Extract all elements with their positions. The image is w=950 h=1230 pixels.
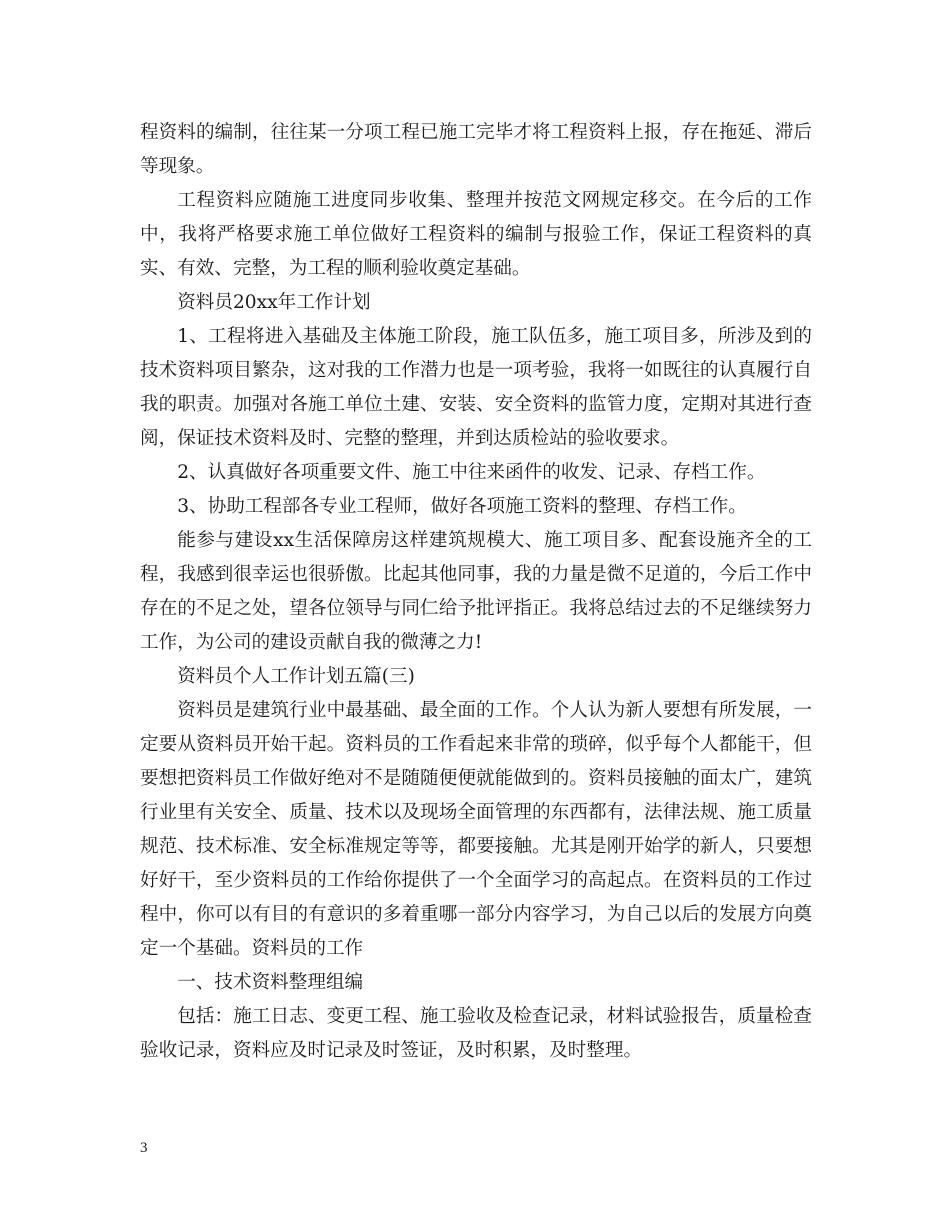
paragraph-continuation: 程资料的编制，往往某一分项工程已施工完毕才将工程资料上报，存在拖延、滞后等现象。 [140, 122, 812, 177]
section-heading-part-three: 资料员个人工作计划五篇(三) [177, 666, 415, 687]
paragraph-plan-item-3: 3、协助工程部各专业工程师，做好各项施工资料的整理、存档工作。 [177, 496, 747, 517]
paragraph-materials-submission: 工程资料应随施工进度同步收集、整理并按范文网规定移交。在今后的工作中，我将严格要求施工单位做好工程资料的编制与报验工作，保证工程资料的真实、有效、完整，为工程的顺利验收奠定基础。 [140, 190, 812, 279]
section-heading-work-plan: 资料员20xx年工作计划 [177, 292, 371, 313]
paragraph-materials-list: 包括：施工日志、变更工程、施工验收及检查记录，材料试验报告，质量检查验收记录，资料应及时记录及时签证，及时积累，及时整理。 [140, 1006, 812, 1061]
paragraph-closing-remarks: 能参与建设xx生活保障房这样建筑规模大、施工项目多、配套设施齐全的工程，我感到很幸运也很骄傲。比起其他同事，我的力量是微不足道的，今后工作中存在的不足之处，望各位领导与同仁给予批评指正。我将总结过去的不足继续努力工作，为公司的建设贡献自我的微薄之力! [140, 530, 812, 653]
paragraph-plan-item-2: 2、认真做好各项重要文件、施工中往来函件的收发、记录、存档工作。 [177, 462, 766, 483]
subheading-technical-materials: 一、技术资料整理组编 [177, 972, 364, 993]
document-body [140, 116, 812, 1068]
paragraph-plan-item-1: 1、工程将进入基础及主体施工阶段，施工队伍多，施工项目多，所涉及到的技术资料项目繁杂，这对我的工作潜力也是一项考验，我将一如既往的认真履行自我的职责。加强对各施工单位土建、安装、安全资料的监管力度，定期对其进行查阅，保证技术资料及时、完整的整理，并到达质检站的验收要求。 [140, 326, 812, 449]
paragraph-role-description: 资料员是建筑行业中最基础、最全面的工作。个人认为新人要想有所发展，一定要从资料员开始干起。资料员的工作看起来非常的琐碎，似乎每个人都能干，但要想把资料员工作做好绝对不是随随便便就能做到的。资料员接触的面太广，建筑行业里有关安全、质量、技术以及现场全面管理的东西都有，法律法规、施工质量规范、技术标准、安全标准规定等等，都要接触。尤其是刚开始学的新人，只要想好好干，至少资料员的工作给你提供了一个全面学习的高起点。在资料员的工作过程中，你可以有目的有意识的多着重哪一部分内容学习，为自己以后的发展方向奠定一个基础。资料员的工作 [140, 700, 812, 959]
page-number: 3 [140, 1140, 148, 1156]
